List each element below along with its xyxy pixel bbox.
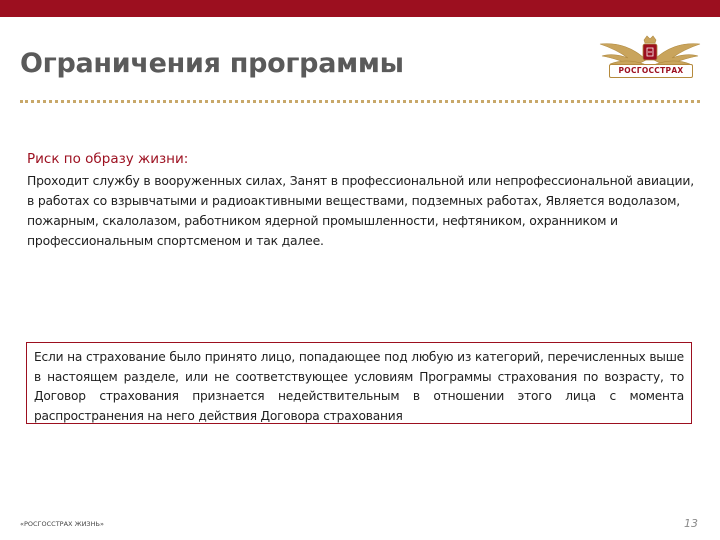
page-number: 13 — [684, 517, 698, 530]
note-text: Если на страхование было принято лицо, попадающее под любую из категорий, перечисленных выше в настоящем разделе, или не соответствующее условиям Программы страхования по возрасту, то Договор страхования признается недействительным в отношении этого лица с момента распространения на него действия Договора страхования — [34, 350, 684, 423]
page-title: Ограничения программы — [20, 48, 404, 79]
footer-brand: «РОСГОССТРАХ ЖИЗНЬ» — [20, 520, 104, 528]
top-brand-bar — [0, 0, 720, 17]
note-box — [26, 342, 692, 424]
section-heading: Риск по образу жизни: — [27, 151, 189, 167]
header-divider — [20, 100, 700, 103]
section-body-text: Проходит службу в вооруженных силах, Занят в профессиональной или непрофессиональной авиации, в работах со взрывчатыми и радиоактивными веществами, подземных работах, Является водолазом, пожарным, скалолазом, работником ядерной промышленности, нефтяником, охранником и профессиональным спортсменом и так далее. — [27, 173, 694, 248]
logo-wordmark: РОСГОССТРАХ — [609, 64, 693, 78]
lifestyle-risk-section — [27, 150, 699, 251]
